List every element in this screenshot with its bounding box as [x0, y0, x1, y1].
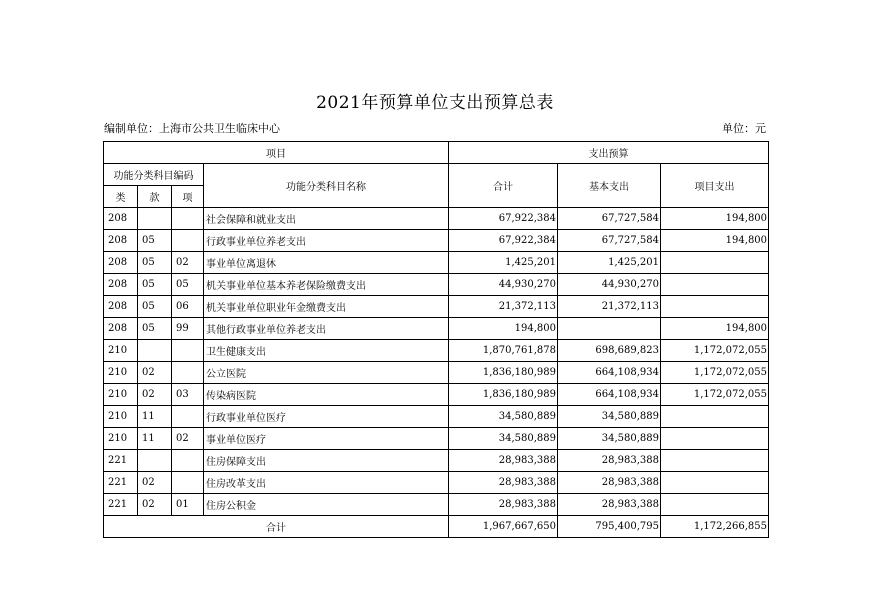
header-item: 项目	[104, 142, 449, 164]
total-cell: 194,800	[449, 318, 558, 340]
item-name-cell: 行政事业单位医疗	[204, 406, 449, 428]
item-name-cell: 其他行政事业单位养老支出	[204, 318, 449, 340]
project-cell	[661, 428, 769, 450]
item-name-cell: 住房保障支出	[204, 450, 449, 472]
entry-code-cell: 06	[172, 296, 204, 318]
total-basic: 795,400,795	[558, 516, 661, 538]
item-name-cell: 住房公积金	[204, 494, 449, 516]
total-label: 合计	[104, 516, 449, 538]
section-code-cell: 05	[138, 274, 172, 296]
project-cell	[661, 274, 769, 296]
section-code-cell	[138, 450, 172, 472]
section-code-cell: 11	[138, 428, 172, 450]
table-row	[104, 252, 769, 274]
class-code-cell: 210	[104, 428, 138, 450]
class-code-cell: 208	[104, 230, 138, 252]
class-code-cell: 221	[104, 494, 138, 516]
table-row	[104, 318, 769, 340]
project-cell: 1,172,072,055	[661, 362, 769, 384]
table-row	[104, 494, 769, 516]
total-cell: 1,870,761,878	[449, 340, 558, 362]
basic-cell: 67,727,584	[558, 208, 661, 230]
table-row	[104, 428, 769, 450]
item-name-cell: 社会保障和就业支出	[204, 208, 449, 230]
project-cell: 1,172,072,055	[661, 340, 769, 362]
entry-code-cell: 01	[172, 494, 204, 516]
item-name-cell: 事业单位医疗	[204, 428, 449, 450]
basic-cell: 664,108,934	[558, 362, 661, 384]
table-row	[104, 450, 769, 472]
header-basic: 基本支出	[558, 164, 661, 208]
table-row	[104, 230, 769, 252]
total-cell: 28,983,388	[449, 472, 558, 494]
total-cell: 44,930,270	[449, 274, 558, 296]
item-name-cell: 事业单位离退休	[204, 252, 449, 274]
entry-code-cell	[172, 406, 204, 428]
section-code-cell: 05	[138, 252, 172, 274]
basic-cell: 34,580,889	[558, 428, 661, 450]
currency-unit: 单位：元	[722, 122, 766, 135]
class-code-cell: 208	[104, 252, 138, 274]
item-name-cell: 公立医院	[204, 362, 449, 384]
total-cell: 67,922,384	[449, 208, 558, 230]
project-cell: 1,172,072,055	[661, 384, 769, 406]
entry-code-cell: 05	[172, 274, 204, 296]
class-code-cell: 210	[104, 340, 138, 362]
total-cell: 1,836,180,989	[449, 384, 558, 406]
project-cell	[661, 494, 769, 516]
table-row	[104, 384, 769, 406]
table-body	[104, 208, 769, 516]
basic-cell: 28,983,388	[558, 494, 661, 516]
table-row	[104, 296, 769, 318]
section-code-cell: 02	[138, 384, 172, 406]
section-code-cell: 02	[138, 494, 172, 516]
basic-cell: 44,930,270	[558, 274, 661, 296]
basic-cell: 28,983,388	[558, 450, 661, 472]
total-row	[104, 516, 769, 538]
project-cell: 194,800	[661, 230, 769, 252]
section-code-cell: 02	[138, 472, 172, 494]
entry-code-cell	[172, 472, 204, 494]
report-title: 2021年预算单位支出预算总表	[316, 93, 554, 113]
basic-cell: 1,425,201	[558, 252, 661, 274]
section-code-cell: 05	[138, 230, 172, 252]
header-code-group: 功能分类科目编码	[104, 164, 204, 186]
budget-table	[103, 141, 769, 538]
entry-code-cell	[172, 450, 204, 472]
item-name-cell: 卫生健康支出	[204, 340, 449, 362]
project-cell	[661, 450, 769, 472]
header-project: 项目支出	[661, 164, 769, 208]
total-cell: 67,922,384	[449, 230, 558, 252]
class-code-cell: 210	[104, 384, 138, 406]
basic-cell: 34,580,889	[558, 406, 661, 428]
header-class: 类	[104, 186, 138, 208]
class-code-cell: 210	[104, 362, 138, 384]
entry-code-cell	[172, 230, 204, 252]
project-cell: 194,800	[661, 208, 769, 230]
project-cell	[661, 296, 769, 318]
section-code-cell: 05	[138, 318, 172, 340]
entry-code-cell: 02	[172, 252, 204, 274]
section-code-cell: 05	[138, 296, 172, 318]
project-cell	[661, 406, 769, 428]
class-code-cell: 208	[104, 274, 138, 296]
project-cell	[661, 472, 769, 494]
basic-cell: 21,372,113	[558, 296, 661, 318]
total-cell: 34,580,889	[449, 406, 558, 428]
class-code-cell: 210	[104, 406, 138, 428]
class-code-cell: 221	[104, 472, 138, 494]
header-total: 合计	[449, 164, 558, 208]
basic-cell: 67,727,584	[558, 230, 661, 252]
entry-code-cell	[172, 208, 204, 230]
table-row	[104, 472, 769, 494]
class-code-cell: 208	[104, 208, 138, 230]
total-project: 1,172,266,855	[661, 516, 769, 538]
prepared-by-unit: 编制单位：上海市公共卫生临床中心	[104, 122, 280, 135]
project-cell: 194,800	[661, 318, 769, 340]
section-code-cell	[138, 208, 172, 230]
entry-code-cell	[172, 340, 204, 362]
total-cell: 28,983,388	[449, 450, 558, 472]
basic-cell	[558, 318, 661, 340]
section-code-cell	[138, 340, 172, 362]
class-code-cell: 208	[104, 318, 138, 340]
class-code-cell: 221	[104, 450, 138, 472]
entry-code-cell	[172, 362, 204, 384]
entry-code-cell: 02	[172, 428, 204, 450]
total-cell: 1,425,201	[449, 252, 558, 274]
header-entry: 项	[172, 186, 204, 208]
header-expense-budget: 支出预算	[449, 142, 769, 164]
basic-cell: 28,983,388	[558, 472, 661, 494]
basic-cell: 664,108,934	[558, 384, 661, 406]
item-name-cell: 机关事业单位职业年金缴费支出	[204, 296, 449, 318]
table-row	[104, 340, 769, 362]
header-name: 功能分类科目名称	[204, 164, 449, 208]
section-code-cell: 11	[138, 406, 172, 428]
table-row	[104, 274, 769, 296]
item-name-cell: 住房改革支出	[204, 472, 449, 494]
basic-cell: 698,689,823	[558, 340, 661, 362]
item-name-cell: 传染病医院	[204, 384, 449, 406]
item-name-cell: 机关事业单位基本养老保险缴费支出	[204, 274, 449, 296]
table-row	[104, 362, 769, 384]
class-code-cell: 208	[104, 296, 138, 318]
total-sum: 1,967,667,650	[449, 516, 558, 538]
total-cell: 1,836,180,989	[449, 362, 558, 384]
header-section: 款	[138, 186, 172, 208]
entry-code-cell: 99	[172, 318, 204, 340]
total-cell: 28,983,388	[449, 494, 558, 516]
total-cell: 34,580,889	[449, 428, 558, 450]
item-name-cell: 行政事业单位养老支出	[204, 230, 449, 252]
project-cell	[661, 252, 769, 274]
entry-code-cell: 03	[172, 384, 204, 406]
section-code-cell: 02	[138, 362, 172, 384]
table-row	[104, 208, 769, 230]
table-row	[104, 406, 769, 428]
total-cell: 21,372,113	[449, 296, 558, 318]
